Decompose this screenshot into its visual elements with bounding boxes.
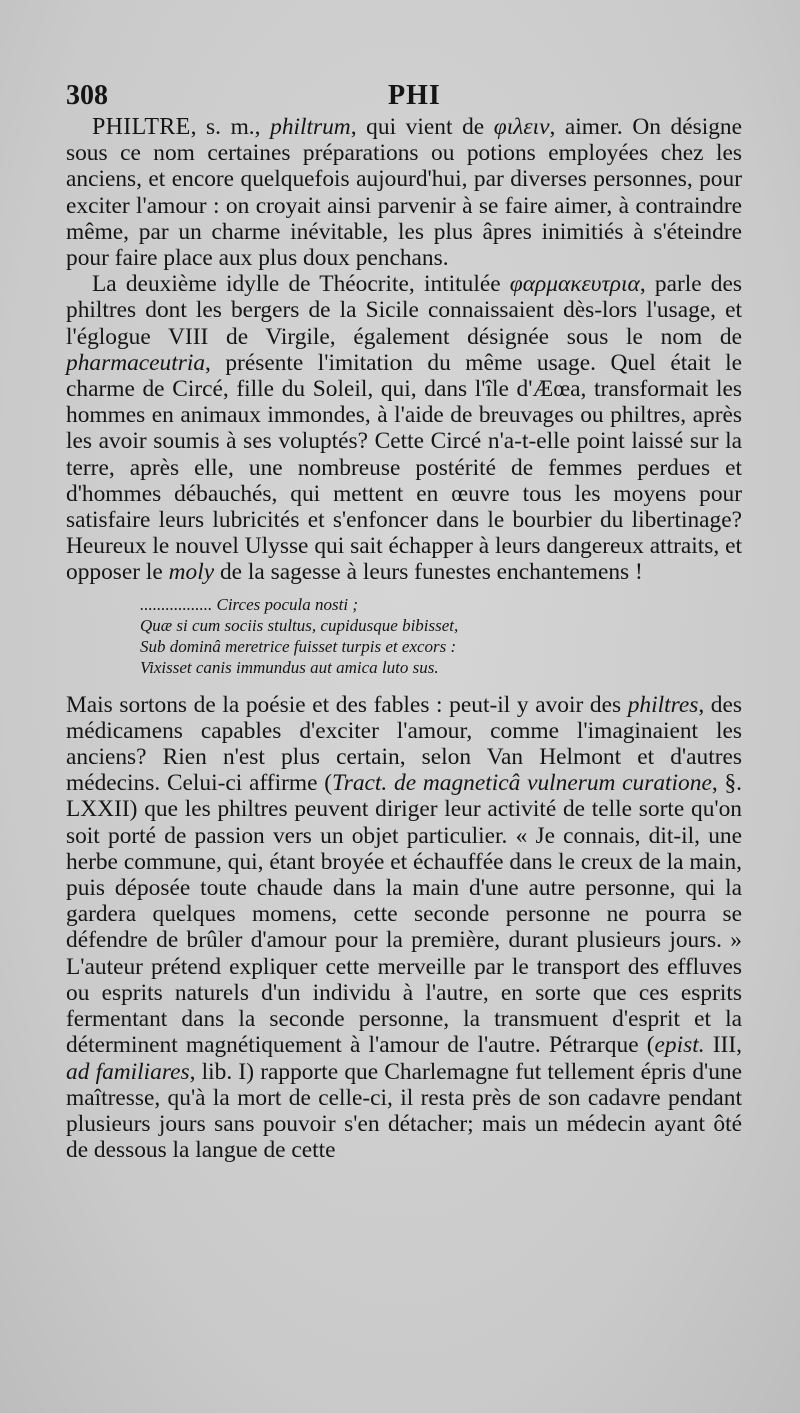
text-run: Mais sortons de la poésie et des fables : peut-il y avoir des xyxy=(66,691,628,718)
text-run: , §. LXXII) que les philtres peuvent diriger leur activité de telle sorte qu'on soit porté de passion vers un objet particulier. « Je connais, dit-il, une herbe commune, qui, étant broyée et échauffée dans le creux de la main, puis déposée toute chaude dans la main d'une autre personne, qui la gardera quelques momens, cette seconde personne ne pourra se défendre de brûler d'amour pour la première, durant plusieurs jours. » L'auteur prétend expliquer cette merveille par le transport des effluves ou esprits naturels d'un individu à l'autre, en sorte que ces esprits fermentant dans la seconde personne, la transmuent d'esprit et la déterminent magnétiquement à l'amour de l'autre. Pétrarque ( xyxy=(66,770,742,1059)
text-run: , des médicamens capables d'exciter l'amour, comme l'imaginaient les anciens? Rien n'est plus certain, selon Van Helmont et d'autres médecins. Celui-ci affirme ( xyxy=(66,691,742,797)
italic-term: moly xyxy=(168,559,215,586)
latin-verse-quote xyxy=(140,594,742,678)
body-text xyxy=(66,114,742,1163)
text-run: , parle des philtres dont les bergers de la Sicile connaissaient dès-lors l'usage, et l'églogue VIII de Virgile, également désignée sous le nom de xyxy=(66,271,742,350)
etymology-text: , qui vient de xyxy=(350,114,494,140)
verse-line: Vixisset canis immundus aut amica luto sus. xyxy=(140,657,439,677)
running-title: PHI xyxy=(388,80,441,111)
paragraph-van-helmont xyxy=(66,692,742,1164)
italic-citation: ad familiares xyxy=(66,1058,190,1085)
latin-term: philtrum xyxy=(270,114,351,140)
text-run: , présente l'imitation du même usage. Quel était le charme de Circé, fille du Soleil, qui, dans l'île d'Æœa, transformait les hommes en animaux immondes, à l'aide de breuvages ou philtres, après les avoir soumis à ses voluptés? Cette Circé n'a-t-elle point laissé sur la terre, après elle, une nombreuse postérité de femmes perdues et d'hommes débauchés, qui mettent en œuvre tous les moyens pour satisfaire leurs lubricités et s'enfoncer dans le bourbier du libertinage? Heureux le nouvel Ulysse qui sait échapper à leurs dangereux attraits, et opposer le xyxy=(66,349,742,586)
text-run: La deuxième idylle de Théocrite, intitulée xyxy=(92,271,510,298)
greek-title: φαρμακευτρια xyxy=(509,271,640,298)
verse-line: Sub dominâ meretrice fuisset turpis et excors : xyxy=(140,636,457,656)
part-of-speech: , s. m., xyxy=(190,114,271,140)
italic-citation: Tract. de magneticâ vulnerum curatione xyxy=(332,770,712,797)
italic-term: philtres xyxy=(627,691,699,718)
verse-line: Quæ si cum sociis stultus, cupidusque bibisset, xyxy=(140,615,459,635)
entry-headword: PHILTRE xyxy=(92,114,191,140)
page-number: 308 xyxy=(66,80,108,111)
definition-text: , aimer. On désigne sous ce nom certaines préparations ou potions employées chez les anciens, et encore quelquefois aujourd'hui, par diverses personnes, pour exciter l'amour : on croyait ainsi parvenir à se faire aimer, à contraindre même, par un charme inévitable, les plus âpres inimitiés à s'éteindre pour faire place aux plus doux penchans. xyxy=(66,114,743,272)
italic-citation: epist. xyxy=(654,1032,705,1059)
entry-paragraph xyxy=(66,114,742,271)
text-run: III, xyxy=(704,1032,742,1059)
greek-term: φιλειν xyxy=(493,114,550,140)
verse-line: ................. Circes pocula nosti ; xyxy=(140,594,358,614)
italic-term: pharmaceutria xyxy=(66,349,206,376)
paragraph-theocritus xyxy=(66,271,742,585)
running-head xyxy=(66,80,746,116)
text-run: , lib. I) rapporte que Charlemagne fut tellement épris d'une maîtresse, qu'à la mort de celle-ci, il resta près de son cadavre pendant plusieurs jours sans pouvoir s'en détacher; mais un médecin ayant ôté de dessous la langue de cette xyxy=(66,1058,742,1164)
text-run: de la sagesse à leurs funestes enchantemens ! xyxy=(214,559,643,586)
